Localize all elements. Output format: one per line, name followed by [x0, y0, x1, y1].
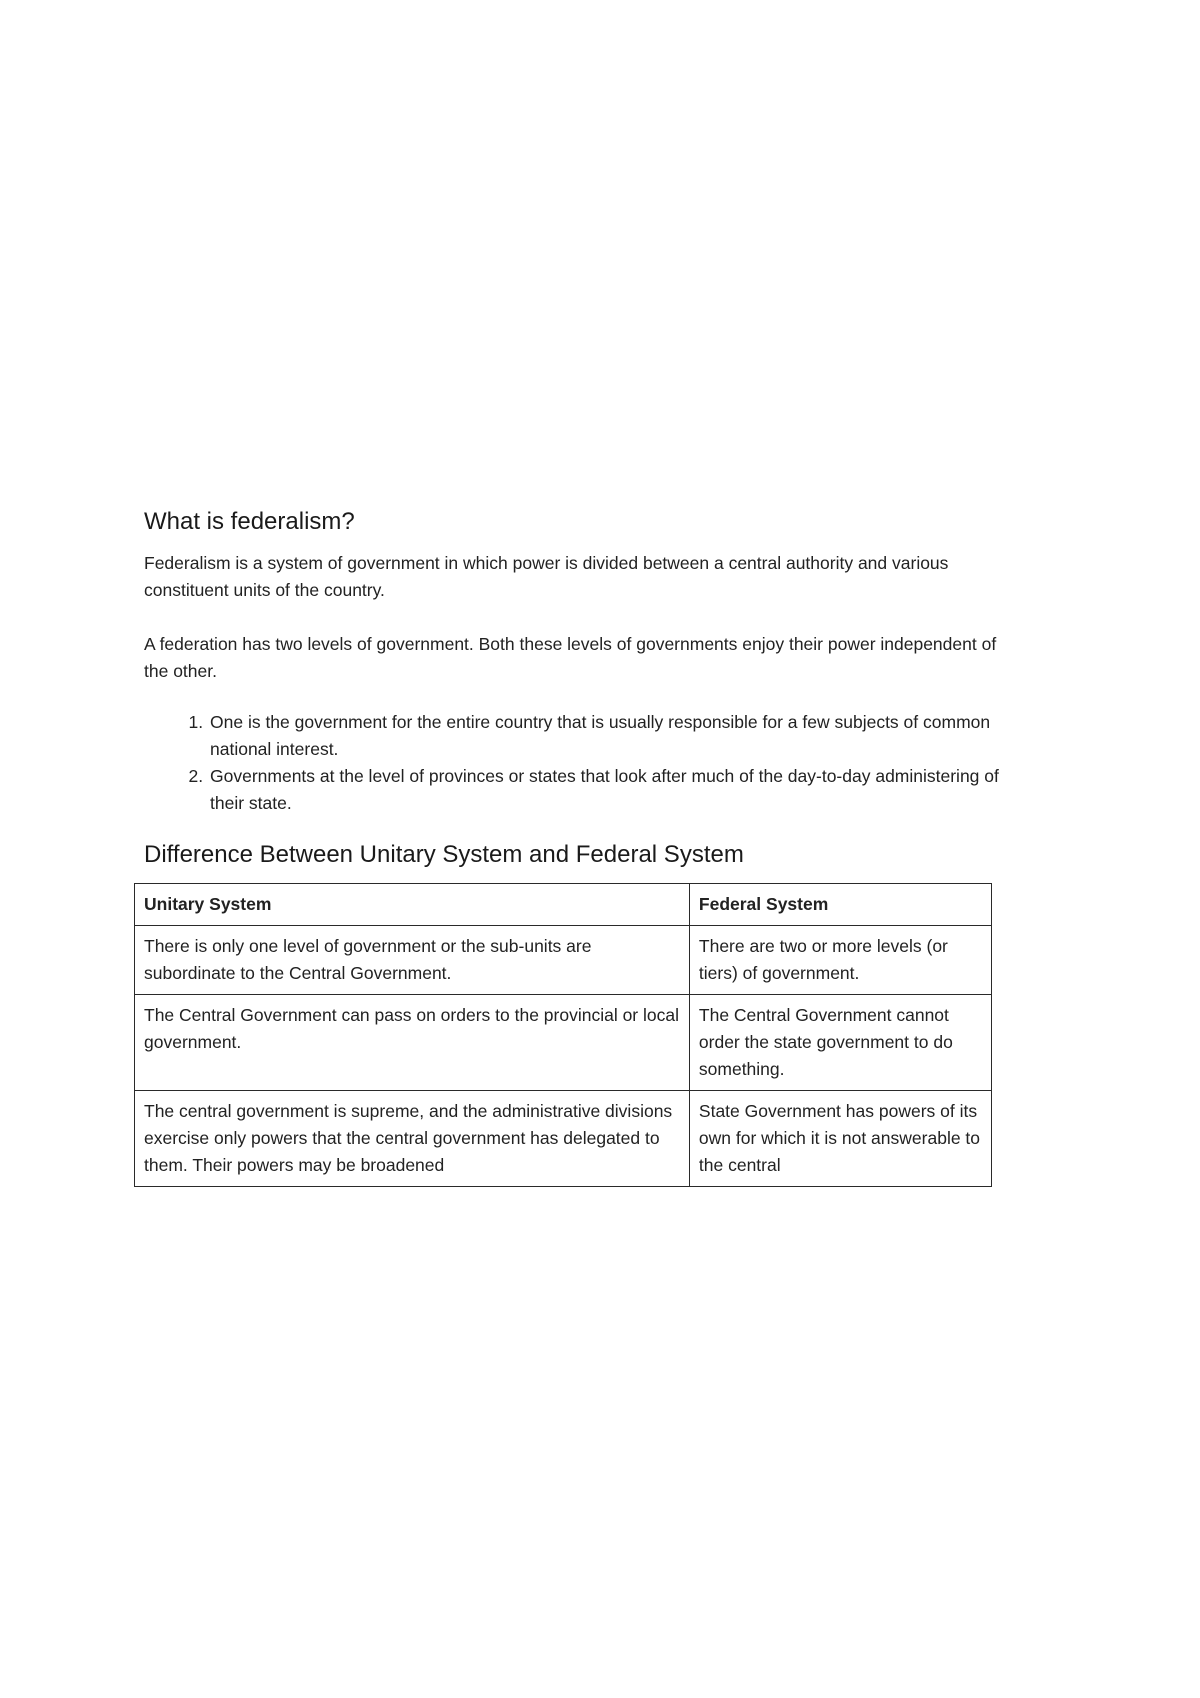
cell-unitary: The Central Government can pass on orders to the provincial or local government. — [135, 995, 690, 1091]
levels-list — [144, 709, 1024, 817]
federation-levels-intro: A federation has two levels of government. Both these levels of governments enjoy their power independent of the other. — [144, 634, 997, 681]
header-federal-system: Federal System — [689, 884, 991, 926]
table-row — [135, 926, 992, 995]
list-item: 1. One is the government for the entire country that is usually responsible for a few subjects of common national interest. — [208, 709, 1024, 763]
heading-what-is-federalism: What is federalism? — [144, 508, 355, 535]
cell-federal: State Government has powers of its own for which it is not answerable to the central — [689, 1091, 991, 1187]
document-body — [144, 506, 1024, 1187]
cell-federal: The Central Government cannot order the state government to do something. — [689, 995, 991, 1091]
table-row — [135, 1091, 992, 1187]
table-header-row — [135, 884, 992, 926]
cell-unitary: There is only one level of government or the sub-units are subordinate to the Central Government. — [135, 926, 690, 995]
table-row — [135, 995, 992, 1091]
cell-unitary: The central government is supreme, and the administrative divisions exercise only powers that the central government has delegated to them. Their powers may be broadened — [135, 1091, 690, 1187]
federalism-definition: Federalism is a system of government in which power is divided between a central authority and various constituent units of the country. — [144, 553, 949, 600]
heading-difference: Difference Between Unitary System and Federal System — [144, 841, 744, 868]
cell-federal: There are two or more levels (or tiers) of government. — [689, 926, 991, 995]
header-unitary-system: Unitary System — [135, 884, 690, 926]
comparison-table — [134, 883, 992, 1187]
list-item: 2. Governments at the level of provinces or states that look after much of the day-to-day administering of their state. — [208, 763, 1024, 817]
